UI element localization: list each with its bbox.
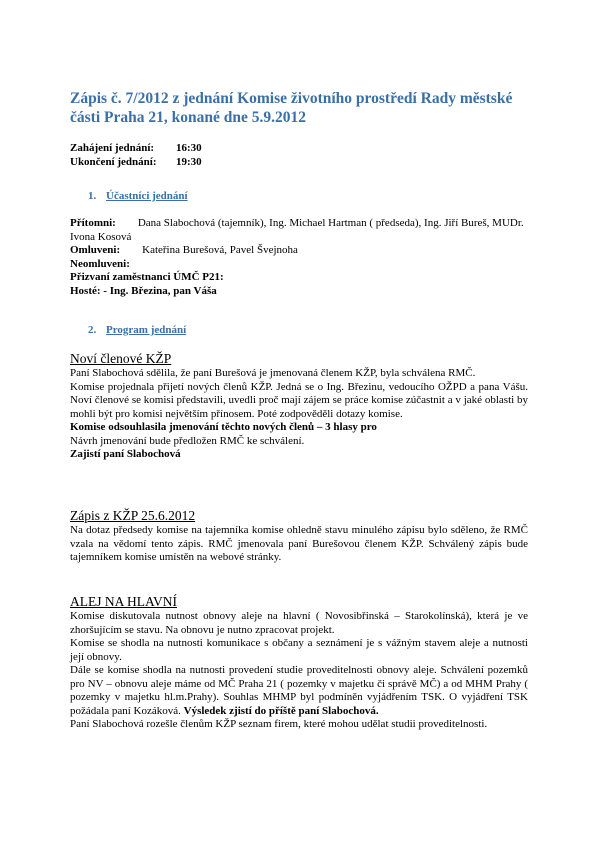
excused-line xyxy=(70,244,528,258)
present-text: Dana Slabochová (tajemník), Ing. Michael Hartman ( předseda), Ing. Jiří Bureš, MUDr. Ivona Kosová xyxy=(70,217,524,243)
paragraph-text: Dále se komise shodla na nutnosti provedení studie proveditelnosti obnovy aleje. Schválení pozemků pro NV – obnovu aleje máme od MČ Praha 21 ( pozemky v majetku či správě MČ) a od MHM Prahy ( pozemky v majetku hl.m.Prahy). Souhlas MHMP byl podmíněn vyjádřením TSK. O vyjádření TSK požádala paní Kozáková. xyxy=(70,664,528,717)
meeting-times xyxy=(70,141,202,169)
paragraph: Komise se shodla na nutnosti komunikace s občany a seznámení je s vážným stavem aleje a nutnosti její obnovy. xyxy=(70,637,528,663)
paragraph: Paní Slabochová sdělila, že paní Burešová je jmenovaná členem KŽP, byla schválena RMČ. xyxy=(70,367,476,379)
topic-heading-minutes: Zápis z KŽP 25.6.2012 xyxy=(70,508,196,523)
excused-text: Kateřina Burešová, Pavel Švejnoha xyxy=(142,244,298,256)
unexcused-label: Neomluveni: xyxy=(70,257,130,270)
paragraph: Komise diskutovala nutnost obnovy aleje na hlavní ( Novosibřinská – Starokolínská), která je ve zhoršujícím se stavu. Na obnovu je nutno zpracovat projekt. xyxy=(70,610,528,636)
topic-alej-body xyxy=(70,610,528,732)
paragraph: Komise projednala přijetí nových členů KŽP. Jedná se o Ing. Březinu, vedoucího OŽPD a pana Vášu. Noví členové se komisi představili, uvedli proč mají zájem se práce komise zúčastnit a v jaké oblasti by mohli být pro komisi největším přínosem. Poté zodpověděli dotazy komise. xyxy=(70,380,528,420)
section-number: 1. xyxy=(88,190,97,202)
end-label: Ukončení jednání: xyxy=(70,156,157,168)
guests-label: Hosté: - xyxy=(70,284,107,297)
end-value: 19:30 xyxy=(176,156,202,168)
topic-heading-new-members: Noví členové KŽP xyxy=(70,351,172,366)
responsible: Zajistí paní Slabochová xyxy=(70,448,181,460)
section-heading-program xyxy=(88,324,186,336)
start-value: 16:30 xyxy=(176,142,202,154)
paragraph: Návrh jmenování bude předložen RMČ ke schválení. xyxy=(70,434,305,447)
section-title: Účastníci jednání xyxy=(106,190,188,202)
invited-label: Přizvaní zaměstnanci ÚMČ P21: xyxy=(70,271,224,283)
excused-label: Omluveni: xyxy=(70,244,121,256)
paragraph: Paní Slabochová rozešle členům KŽP seznam firem, které mohou udělat studii proveditelnosti. xyxy=(70,718,488,730)
guests-line xyxy=(70,285,528,299)
section-heading-participants xyxy=(88,190,188,202)
paragraph xyxy=(70,664,528,718)
present-line xyxy=(70,217,528,244)
topic-new-members-body xyxy=(70,367,528,462)
participants-block xyxy=(70,217,528,298)
resolution: Komise odsouhlasila jmenování těchto nových členů – 3 hlasy pro xyxy=(70,421,377,433)
topic-heading-alej: ALEJ NA HLAVNÍ xyxy=(70,594,177,609)
guests-text: Ing. Březina, pan Váša xyxy=(109,284,217,297)
document-title: Zápis č. 7/2012 z jednání Komise životního prostředí Rady městské části Praha 21, konané dne 5.9.2012 xyxy=(70,90,513,126)
section-number: 2. xyxy=(88,324,97,336)
start-label: Zahájení jednání: xyxy=(70,142,155,154)
section-title: Program jednání xyxy=(106,324,187,336)
present-label: Přítomni: xyxy=(70,217,116,229)
result-note: Výsledek zjistí do příště paní Slabochová. xyxy=(183,704,379,717)
paragraph: Na dotaz předsedy komise na tajemníka komise ohledně stavu minulého zápisu bylo sděleno, že RMČ vzala na vědomí tento zápis. RMČ jmenovala paní Burešovou členem KŽP. Schválený zápis bude tajemníkem komise umístěn na webové stránky. xyxy=(70,524,528,563)
topic-minutes-body xyxy=(70,524,528,565)
